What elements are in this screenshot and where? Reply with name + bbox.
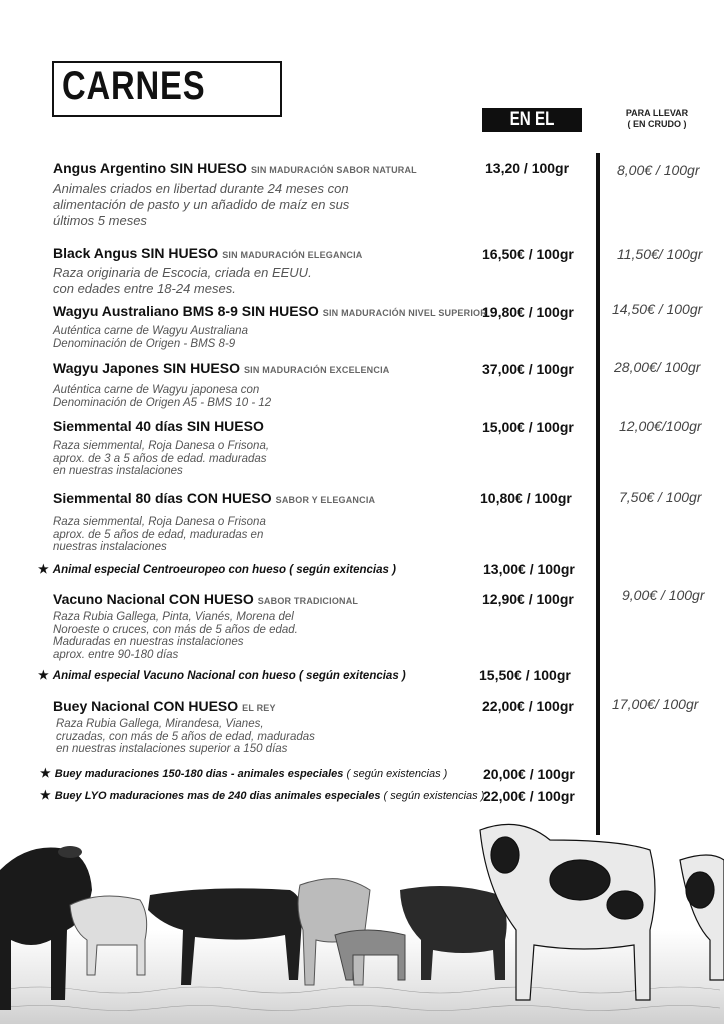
- menu-item-angus: [53, 160, 417, 178]
- item-name: Siemmental 40 días SIN HUESO: [53, 418, 264, 434]
- item-price-llevar: 14,50€ / 100gr: [612, 301, 703, 317]
- column-header-local: EN EL LOCAL: [482, 108, 582, 132]
- column-header-llevar: PARA LLEVAR ( EN CRUDO ): [625, 108, 689, 129]
- special-price: 22,00€ / 100gr: [483, 788, 575, 804]
- item-tag: EL REY: [242, 703, 276, 713]
- item-price-local: 19,80€ / 100gr: [482, 304, 574, 320]
- star-icon: ★: [40, 788, 51, 802]
- item-price-local: 10,80€ / 100gr: [480, 490, 572, 506]
- special-item: ★ Buey maduraciones 150-180 dias - animales especiales ( según existencias ): [40, 766, 448, 780]
- menu-item-siemmental-80: [53, 490, 375, 508]
- item-price-llevar: 17,00€/ 100gr: [612, 696, 699, 712]
- menu-item-wagyu-japones: [53, 360, 389, 378]
- item-name: Black Angus SIN HUESO: [53, 245, 219, 261]
- item-description: Auténtica carne de Wagyu Australiana Denominación de Origen - BMS 8-9: [53, 325, 248, 350]
- column-divider: [596, 153, 600, 835]
- item-tag: SIN MADURACIÓN NIVEL SUPERIOR: [322, 308, 487, 318]
- special-price: 13,00€ / 100gr: [483, 561, 575, 577]
- item-name: Vacuno Nacional CON HUESO: [53, 591, 254, 607]
- item-price-llevar: 11,50€/ 100gr: [617, 246, 703, 262]
- item-price-llevar: 7,50€ / 100gr: [619, 489, 702, 505]
- menu-item-buey-nacional: [53, 698, 276, 716]
- item-description: Raza Rubia Gallega, Mirandesa, Vianes, cruzadas, con más de 5 años de edad, maduradas en nuestras instalaciones superior a 150 días: [56, 718, 315, 755]
- item-name: Siemmental 80 días CON HUESO: [53, 490, 272, 506]
- star-icon: ★: [38, 562, 49, 576]
- cattle-illustration: [0, 810, 724, 1024]
- star-icon: ★: [40, 766, 51, 780]
- item-name: Wagyu Japones SIN HUESO: [53, 360, 240, 376]
- menu-item-black-angus: [53, 245, 363, 263]
- special-item: ★ Buey LYO maduraciones mas de 240 dias animales especiales ( según existencias ): [40, 788, 485, 802]
- item-tag: SIN MADURACIÓN ELEGANCIA: [222, 250, 363, 260]
- item-price-local: 13,20 / 100gr: [485, 160, 570, 176]
- item-price-llevar: 9,00€ / 100gr: [622, 587, 705, 603]
- item-price-local: 12,90€ / 100gr: [482, 591, 574, 607]
- item-description: Raza siemmental, Roja Danesa o Frisona, aprox. de 3 a 5 años de edad. maduradas en nuestras instalaciones: [53, 440, 270, 477]
- item-tag: SABOR TRADICIONAL: [257, 596, 359, 606]
- item-price-local: 22,00€ / 100gr: [482, 698, 574, 714]
- item-price-local: 16,50€ / 100gr: [482, 246, 574, 262]
- item-price-llevar: 12,00€/100gr: [619, 418, 702, 434]
- page-title: CARNES: [62, 64, 206, 108]
- special-item: ★ Animal especial Centroeuropeo con hueso ( según exitencias ): [38, 562, 396, 576]
- item-tag: SIN MADURACIÓN SABOR NATURAL: [250, 165, 417, 175]
- item-name: Wagyu Australiano BMS 8-9 SIN HUESO: [53, 303, 319, 319]
- item-description: Animales criados en libertad durante 24 meses con alimentación de pasto y un añadido de maíz en sus últimos 5 meses: [53, 181, 350, 228]
- menu-item-wagyu-australiano: [53, 303, 487, 321]
- item-description: Raza originaria de Escocia, criada en EEUU. con edades entre 18-24 meses.: [53, 265, 312, 296]
- item-price-llevar: 28,00€/ 100gr: [614, 359, 701, 375]
- special-item: ★ Animal especial Vacuno Nacional con hueso ( según exitencias ): [38, 668, 406, 682]
- menu-item-siemmental-40: [53, 418, 264, 436]
- menu-item-vacuno-nacional: [53, 591, 358, 609]
- item-description: Raza siemmental, Roja Danesa o Frisona aprox. de 5 años de edad, maduradas en nuestras instalaciones: [53, 516, 266, 553]
- star-icon: ★: [38, 668, 49, 682]
- special-price: 15,50€ / 100gr: [479, 667, 571, 683]
- item-tag: SIN MADURACIÓN EXCELENCIA: [243, 365, 390, 375]
- item-price-llevar: 8,00€ / 100gr: [617, 162, 700, 178]
- item-description: Raza Rubia Gallega, Pinta, Vianés, Morena del Noroeste o cruces, con más de 5 años de edad. Maduradas en nuestras instalaciones aprox. entre 90-180 días: [53, 611, 298, 661]
- special-price: 20,00€ / 100gr: [483, 766, 575, 782]
- item-tag: SABOR Y ELEGANCIA: [275, 495, 376, 505]
- item-name: Angus Argentino SIN HUESO: [53, 160, 247, 176]
- item-price-local: 15,00€ / 100gr: [482, 419, 574, 435]
- item-name: Buey Nacional CON HUESO: [53, 698, 239, 714]
- item-price-local: 37,00€ / 100gr: [482, 361, 574, 377]
- item-description: Auténtica carne de Wagyu japonesa con Denominación de Origen A5 - BMS 10 - 12: [53, 384, 272, 409]
